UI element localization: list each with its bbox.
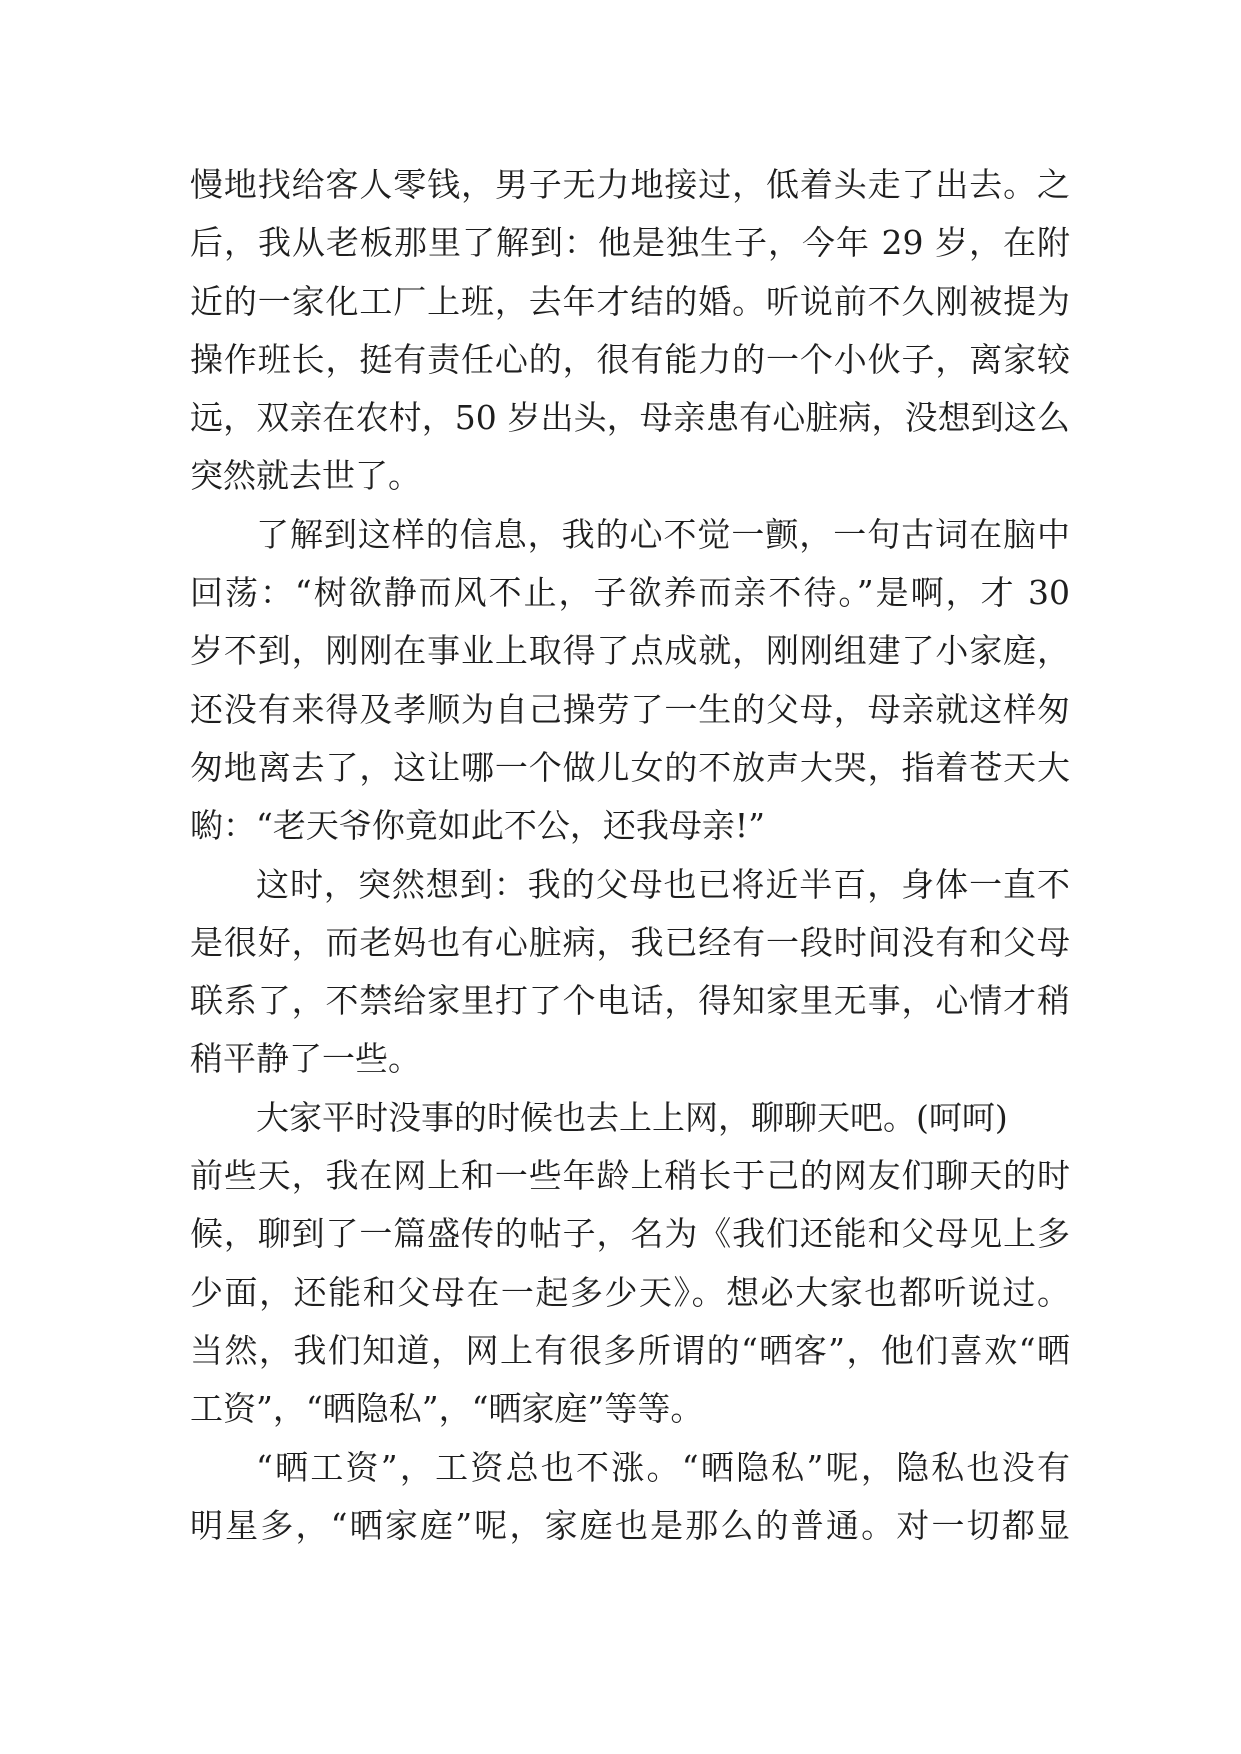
- text-line: 喲：“老天爷你竟如此不公，还我母亲!”: [190, 806, 766, 846]
- text-line: 远，双亲在农村，50 岁出头，母亲患有心脏病，没想到这么: [190, 398, 1070, 438]
- text-line: 慢地找给客人零钱，男子无力地接过，低着头走了出去。之: [190, 165, 1070, 204]
- text-line: 候，聊到了一篇盛传的帖子，名为《我们还能和父母见上多: [190, 1214, 1070, 1254]
- text-line: 突然就去世了。: [190, 456, 421, 496]
- text-line: 匆地离去了，这让哪一个做儿女的不放声大哭，指着苍天大: [190, 747, 1070, 787]
- text-line: 工资”，“晒隐私”，“晒家庭”等等。: [190, 1389, 704, 1429]
- paragraph: [190, 506, 1070, 856]
- text-line: 是很好，而老妈也有心脏病，我已经有一段时间没有和父母: [190, 922, 1070, 962]
- text-line: “晒工资”，工资总也不涨。“晒隐私”呢，隐私也没有: [256, 1447, 1070, 1487]
- text-line: 操作班长，挺有责任心的，很有能力的一个小伙子，离家较: [190, 339, 1070, 379]
- text-line: 回荡：“树欲静而风不止，子欲养而亲不待。”是啊，才 30: [190, 573, 1070, 613]
- text-line: 明星多，“晒家庭”呢，家庭也是那么的普通。对一切都显: [190, 1505, 1070, 1545]
- text-line: 了解到这样的信息，我的心不觉一颤，一句古词在脑中: [256, 514, 1070, 554]
- paragraph: [190, 156, 1070, 506]
- text-line: 前些天，我在网上和一些年龄上稍长于己的网友们聊天的时: [190, 1156, 1070, 1196]
- paragraph: [190, 1439, 1070, 1556]
- body-text: [190, 156, 1070, 1555]
- text-line: 还没有来得及孝顺为自己操劳了一生的父母，母亲就这样匆: [190, 689, 1070, 729]
- text-line: 稍平静了一些。: [190, 1039, 421, 1079]
- text-line: 大家平时没事的时候也去上上网，聊聊天吧。(呵呵): [256, 1097, 1008, 1137]
- text-line: 后，我从老板那里了解到：他是独生子，今年 29 岁，在附: [190, 223, 1070, 263]
- text-line: 少面，还能和父母在一起多少天》。想必大家也都听说过。: [190, 1272, 1070, 1312]
- text-line: 近的一家化工厂上班，去年才结的婚。听说前不久刚被提为: [190, 281, 1070, 321]
- paragraph: [190, 1089, 1070, 1439]
- text-line: 岁不到，刚刚在事业上取得了点成就，刚刚组建了小家庭，: [190, 631, 1070, 671]
- text-line: 联系了，不禁给家里打了个电话，得知家里无事，心情才稍: [190, 981, 1070, 1021]
- text-line: 这时，突然想到：我的父母也已将近半百，身体一直不: [256, 864, 1070, 904]
- text-line: 当然，我们知道，网上有很多所谓的“晒客”，他们喜欢“晒: [190, 1330, 1070, 1370]
- paragraph: [190, 856, 1070, 1089]
